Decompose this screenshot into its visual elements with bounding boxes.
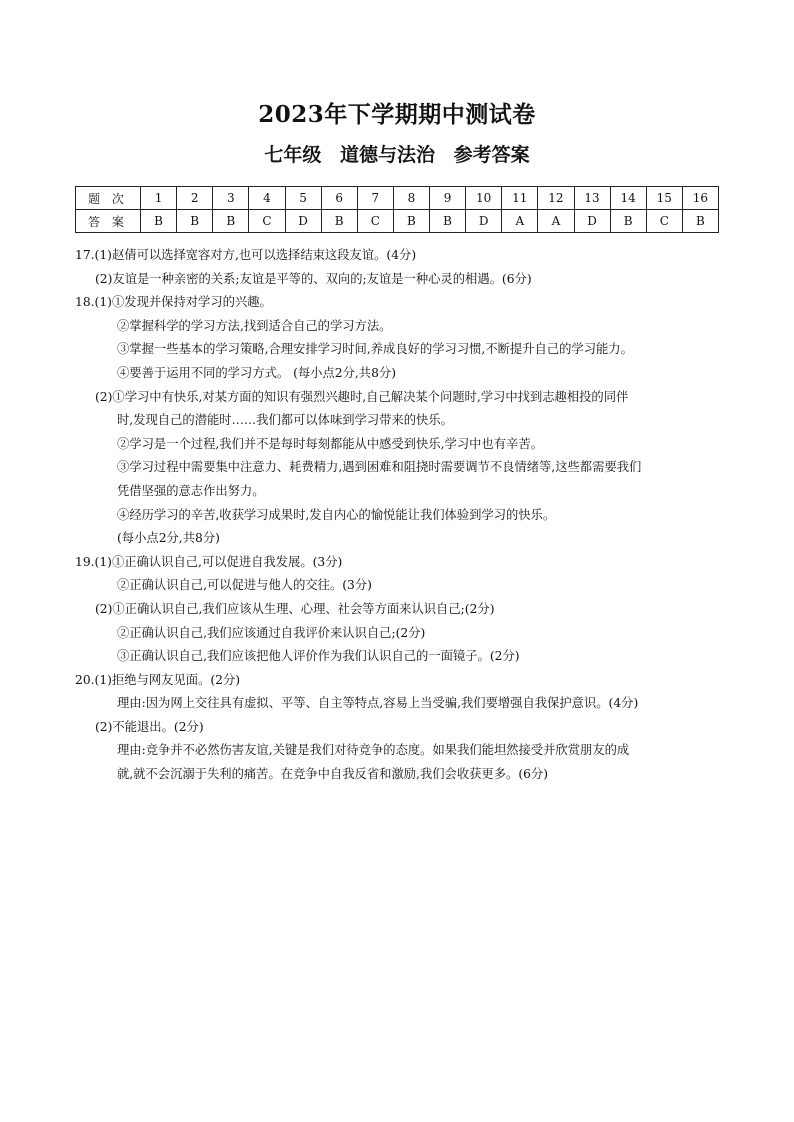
answer-line-q18-1-a: 18.(1)①发现并保持对学习的兴趣。: [75, 295, 272, 310]
answer-line-q18-2-c-cont: 凭借坚强的意志作出努力。: [117, 483, 265, 498]
question-number-row: [76, 187, 719, 210]
question-number-cell: 1: [141, 187, 177, 210]
answer-line-q17-2: (2)友谊是一种亲密的关系;友谊是平等的、双向的;友谊是一种心灵的相遇。(6分): [95, 271, 532, 286]
answer-line-q18-2-c: ③学习过程中需要集中注意力、耗费精力,遇到困难和阻挠时需要调节不良情绪等,这些都需要我们: [117, 460, 642, 475]
answer-cell: B: [393, 210, 429, 233]
answer-cell: C: [357, 210, 393, 233]
answer-line-q20-2: (2)不能退出。(2分): [95, 719, 204, 734]
answer-line-q18-1-d: ④要善于运用不同的学习方式。 (每小点2分,共8分): [117, 365, 396, 380]
answer-line-q18-2-a-cont: 时,发现自己的潜能时……我们都可以体味到学习带来的快乐。: [117, 413, 453, 428]
answer-cell: A: [502, 210, 538, 233]
answer-line-q19-2-b: ②正确认识自己,我们应该通过自我评价来认识自己;(2分): [117, 625, 426, 640]
question-number-cell: 15: [646, 187, 682, 210]
row-label-answer: 答 案: [76, 210, 141, 233]
answer-line-q18-2-a: (2)①学习中有快乐,对某方面的知识有强烈兴趣时,自己解决某个问题时,学习中找到志趣相投的同伴: [95, 389, 629, 404]
answer-line-q17-1: 17.(1)赵倩可以选择宽容对方,也可以选择结束这段友谊。(4分): [75, 248, 417, 262]
answer-key-table: [75, 186, 719, 233]
question-number-cell: 14: [610, 187, 646, 210]
row-label-question: 题 次: [76, 187, 141, 210]
answer-cell: B: [213, 210, 249, 233]
answer-cell: B: [177, 210, 213, 233]
answer-line-q18-2-d: ④经历学习的辛苦,收获学习成果时,发自内心的愉悦能让我们体验到学习的快乐。: [117, 507, 556, 522]
answer-cell: D: [285, 210, 321, 233]
question-number-cell: 13: [574, 187, 610, 210]
answer-line-q20-2-reason-cont: 就,就不会沉溺于失利的痛苦。在竞争中自我反省和激励,我们会收获更多。(6分): [117, 767, 549, 782]
answer-cell: D: [466, 210, 502, 233]
answer-line-q18-2-score: (每小点2分,共8分): [117, 531, 220, 546]
question-number-cell: 8: [393, 187, 429, 210]
question-number-cell: 5: [285, 187, 321, 210]
question-number-cell: 10: [466, 187, 502, 210]
question-number-cell: 16: [682, 187, 718, 210]
question-number-cell: 2: [177, 187, 213, 210]
answer-line-q18-1-c: ③掌握一些基本的学习策略,合理安排学习时间,养成良好的学习习惯,不断提升自己的学习能力。: [117, 342, 633, 357]
answer-cell: B: [321, 210, 357, 233]
answer-line-q20-1-reason: 理由:因为网上交往具有虚拟、平等、自主等特点,容易上当受骗,我们要增强自我保护意识。(4分): [117, 696, 639, 711]
answer-cell: B: [141, 210, 177, 233]
question-number-cell: 11: [502, 187, 538, 210]
answer-line-q19-1-b: ②正确认识自己,可以促进与他人的交往。(3分): [117, 578, 372, 593]
question-number-cell: 3: [213, 187, 249, 210]
answer-text-block: [75, 244, 725, 787]
answer-cell: C: [646, 210, 682, 233]
answer-line-q19-2-c: ③正确认识自己,我们应该把他人评价作为我们认识自己的一面镜子。(2分): [117, 649, 520, 664]
question-number-cell: 9: [430, 187, 466, 210]
answer-line-q18-1-b: ②掌握科学的学习方法,找到适合自己的学习方法。: [117, 318, 392, 333]
answer-cell: B: [610, 210, 646, 233]
answer-cell: B: [430, 210, 466, 233]
page-title: 2023年下学期期中测试卷: [258, 101, 536, 128]
question-number-cell: 12: [538, 187, 574, 210]
question-number-cell: 4: [249, 187, 285, 210]
answer-line-q19-1-a: 19.(1)①正确认识自己,可以促进自我发展。(3分): [75, 554, 343, 569]
answer-cell: D: [574, 210, 610, 233]
answer-line-q18-2-b: ②学习是一个过程,我们并不是每时每刻都能从中感受到快乐,学习中也有辛苦。: [117, 436, 543, 451]
answer-cell: A: [538, 210, 574, 233]
answer-line-q20-1: 20.(1)拒绝与网友见面。(2分): [75, 672, 241, 687]
answer-line-q20-2-reason: 理由:竞争并不必然伤害友谊,关键是我们对待竞争的态度。如果我们能坦然接受并欣赏朋友的成: [117, 743, 630, 758]
answer-cell: B: [682, 210, 718, 233]
answer-cell: C: [249, 210, 285, 233]
page-subtitle: 七年级 道德与法治 参考答案: [264, 144, 530, 166]
question-number-cell: 7: [357, 187, 393, 210]
answer-row: [76, 210, 719, 233]
question-number-cell: 6: [321, 187, 357, 210]
answer-line-q19-2-a: (2)①正确认识自己,我们应该从生理、心理、社会等方面来认识自己;(2分): [95, 601, 495, 616]
